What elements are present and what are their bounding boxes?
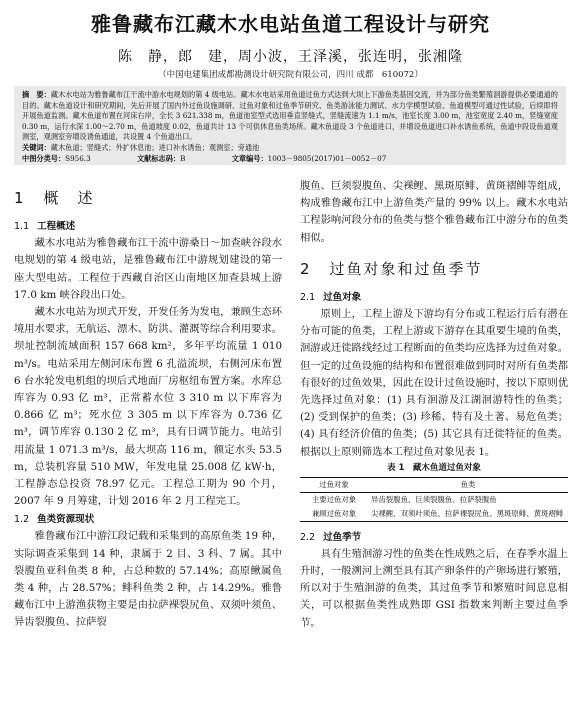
- section-title: 概 述: [43, 189, 95, 207]
- table-cell: 异齿裂腹鱼、巨须裂腹鱼、拉萨裂腹鱼: [371, 494, 497, 504]
- table-row: [300, 492, 568, 507]
- keywords-label: 关键词：: [22, 142, 51, 152]
- section-number: 2.1: [300, 292, 316, 304]
- section-number: 1.2: [14, 514, 30, 526]
- article-number: [232, 154, 409, 163]
- section-2-heading: [300, 261, 568, 278]
- table-cell: 主要过鱼对象: [311, 494, 357, 504]
- paragraph: 藏木水电站为雅鲁藏布江干流中游桑日～加查峡谷段水电规划的第 4 级电站，是雅鲁藏布江中游规划建设的第一座大型电站。工程位于西藏自治区山南地区加查县城上游 17.0 km 峡谷段出口处。: [14, 237, 282, 301]
- section-title: 过鱼对象: [323, 292, 362, 304]
- clc-value: S956.3: [65, 153, 91, 163]
- abstract-label: 摘 要：: [22, 90, 51, 99]
- paragraph: 腹鱼、巨须裂腹鱼、尖裸鲤、黑斑原鲱、黄斑褶鲱等组成，构成雅鲁藏布江中上游鱼类产量的 99% 以上。藏木水电站工程影响河段分布的鱼类与整个雅鲁藏布江中游分布的鱼类相似。: [300, 180, 568, 244]
- paper-title: 雅鲁藏布江藏木水电站鱼道工程设计与研究: [91, 12, 490, 36]
- section-1-heading: [14, 190, 282, 207]
- section-number: 1.1: [14, 221, 30, 233]
- classification-line: [22, 154, 558, 165]
- paragraph: 原则上，工程上游及下游均有分布或工程运行后有潜在分布可能的鱼类，工程上游或下游存在其重要生境的鱼类，洄游或迁徙路线经过工程断面的鱼类均应选择为过鱼对象。但一定的过鱼设施的结构和布置很难做到同时对所有鱼类都有很好的过鱼效果，因此在设计过鱼设施时，按以下原则优先选择过鱼对象：(1) 具有洄游及江湖洄游特性的鱼类；(2) 受到保护的鱼类；(3) 珍稀、特有及土著、易危鱼类；(4) 具有经济价值的鱼类；(5) 其它具有迁徙特征的鱼类。根据以上原则筛选本工程过鱼对象见表 1。: [300, 308, 568, 458]
- paragraph: 雅鲁藏布江中游江段记载和采集到的高原鱼类 19 种，实际调查采集到 14 种，隶属于 2 目、3 科、7 属。其中裂腹鱼亚科鱼类 8 种，占总种数的 57.14%；高原鳅属鱼类 4 种，占 28.57%；鲱科鱼类 2 种，占 14.29%。雅鲁藏布江中上游渔获物主要是由拉萨裸裂尻鱼、双须叶须鱼、异齿裂腹鱼、拉萨裂: [14, 530, 282, 629]
- section-number: 2: [300, 259, 312, 278]
- keywords: [22, 143, 558, 154]
- table-header-cell: 鱼类: [368, 477, 568, 492]
- paragraph: 藏木水电站为坝式开发，开发任务为发电，兼顾生态环境用水要求，无航运、漂木、防洪、灌溉等综合利用要求。坝址控制流域面积 157 668 km²，多年平均流量 1 010 m³/s。电站采用左侧河床布置 6 孔溢流坝，右侧河床布置 6 台水轮发电机组的坝后式地面厂房枢纽布置方案。水库总库容为 0.93 亿 m³，正常蓄水位 3 310 m 以下库容为 0.866 亿 m³；死水位 3 305 m 以下库容为 0.736 亿 m³，调节库容 0.130 2 亿 m³，具有日调节能力。电站引用流量 1 071.3 m³/s，最大坝高 116 m，额定水头 53.5 m，总装机容量 510 MW，年发电量 25.008 亿 kW·h，工程静态总投资 78.97 亿元。工程总工期为 90 个月，2007 年 9 月筹建，计划 2016 年 2 月工程完工。: [14, 306, 282, 508]
- clc-label: 中图分类号：: [22, 153, 66, 163]
- table-cell: 尖裸鲤、双须叶须鱼、拉萨裸裂尻鱼、黑斑原鲱、黄斑褶鲱: [371, 508, 564, 518]
- section-title: 鱼类资源现状: [37, 514, 95, 526]
- author-list: 陈 静，郎 建，周小波，王泽溪，张连明，张湘隆: [118, 49, 463, 65]
- table-row: [300, 507, 568, 522]
- table-caption: 表 1 藏木鱼道过鱼对象: [387, 462, 481, 473]
- article-value: 1003－9805(2017)01－0052－07: [267, 153, 387, 163]
- abstract: [22, 90, 558, 143]
- section-title: 过鱼季节: [323, 531, 362, 543]
- keywords-text: 藏木鱼道；竖缝式；外扩休息池；进口补水诱鱼；观测室；旁通池: [50, 142, 260, 152]
- fish-target-table: [300, 477, 568, 522]
- right-column: [300, 178, 568, 632]
- doc-value: B: [180, 153, 186, 163]
- clc-code: [22, 154, 113, 163]
- section-title: 过鱼对象和过鱼季节: [329, 259, 483, 278]
- section-title: 工程概述: [37, 221, 76, 233]
- left-column: [14, 180, 282, 632]
- doc-code: [137, 154, 207, 163]
- section-2-2-heading: [300, 530, 568, 545]
- table-cell: 兼顾过鱼对象: [311, 508, 357, 518]
- section-number: 2.2: [300, 531, 316, 543]
- section-number: 1: [14, 189, 26, 207]
- doc-label: 文献标志码：: [136, 153, 181, 163]
- table-header-cell: 过鱼对象: [300, 477, 368, 492]
- table-header-row: [300, 477, 568, 492]
- affiliation: （中国电建集团成都勘测设计研究院有限公司，四川 成都 610072）: [158, 70, 423, 80]
- section-2-1-heading: [300, 290, 568, 305]
- article-label: 文章编号：: [231, 153, 268, 163]
- abstract-box: [14, 86, 566, 165]
- section-1-1-heading: [14, 219, 282, 234]
- spacer: [300, 522, 568, 528]
- abstract-text: 藏木水电站为雅鲁藏布江干流中游水电规划的第 4 级电站。藏木水电站采用鱼道过鱼方式达到大坝上下游鱼类基因交流，并为部分鱼类繁殖洄游提供必要通道的目的。藏木鱼道设计和研究期间，先后开展了国内外过鱼设施调研、过鱼对象和过鱼季节研究、鱼类游泳能力测试、水力学模型试验、鱼道模型可通过性试验，后续即将开展鱼道监测。藏木鱼道布置在河床右岸，全长 3 621.338 m，鱼道池室型式选用垂直竖缝式，竖缝流速为 1.1 m/s，池室长度 3.00 m，池室宽度 2.40 m，竖缝宽度 0.30 m，运行水深 1.00～2.70 m，鱼道坡度 0.02，鱼道共计 13 个可供休息鱼类场所。藏木鱼道设 3 个鱼道进口，并增设鱼道进口补水诱鱼系统，鱼道中段设鱼道观测室，观测室旁增设诱鱼通道，共设置 4 个鱼道出口。: [22, 90, 558, 142]
- section-1-2-heading: [14, 512, 282, 527]
- paragraph: 具有生殖洄游习性的鱼类在性成熟之后，在春季水温上升时，一般溯河上溯至具有其产卵条件的产卵场进行繁殖，所以对于生殖洄游的鱼类，其过鱼季节和繁殖时间息息相关，可以根据鱼类性成熟即 GSI 指数来判断主要过鱼季节。: [300, 547, 568, 629]
